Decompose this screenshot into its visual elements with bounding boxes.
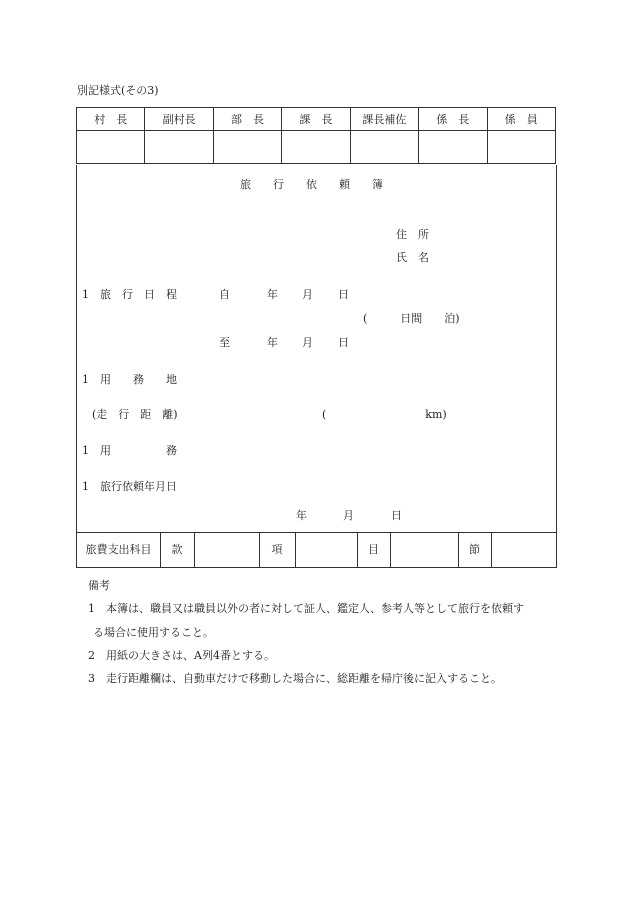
distance-field: ( km)	[322, 408, 447, 421]
from-year-label: 年	[267, 288, 278, 301]
doc-title: 旅 行 依 頼 簿	[240, 178, 383, 191]
note-2: 2 用紙の大きさは、A列4番とする。	[88, 649, 275, 662]
stamp-cell[interactable]	[213, 131, 281, 164]
approval-header-section-head: 課 長	[282, 108, 350, 131]
request-form-box	[76, 165, 557, 568]
approval-header-village-head: 村 長	[77, 108, 145, 131]
to-year-label: 年	[267, 336, 278, 349]
expense-moku-field[interactable]	[391, 533, 458, 567]
expense-label: 旅費支出科目	[85, 543, 152, 556]
expense-kan-field[interactable]	[195, 533, 259, 567]
note-1-continued: る場合に使用すること。	[93, 626, 214, 639]
to-label: 至	[219, 336, 230, 349]
stamp-cell[interactable]	[419, 131, 487, 164]
to-day-label: 日	[338, 336, 349, 349]
request-date-label: 1 旅行依頼年月日	[82, 480, 177, 493]
expense-kan-label: 款	[171, 543, 183, 556]
stamp-cell[interactable]	[282, 131, 350, 164]
destination-label: 1 用 務 地	[82, 373, 177, 386]
stamp-cell[interactable]	[487, 131, 555, 164]
stamp-cell[interactable]	[77, 131, 145, 164]
approval-header-deputy-head: 副村長	[145, 108, 213, 131]
expense-setsu-field[interactable]	[492, 533, 556, 567]
expense-moku-label: 目	[368, 543, 379, 556]
expense-kou-label: 項	[271, 543, 283, 556]
approval-header-section-assistant: 課長補佐	[350, 108, 418, 131]
name-label: 氏 名	[396, 251, 429, 264]
form-title: 別記様式(その3)	[77, 84, 159, 97]
from-label: 自	[219, 288, 230, 301]
note-3: 3 走行距離欄は、自動車だけで移動した場合に、総距離を帰庁後に記入すること。	[88, 672, 502, 685]
note-1: 1 本簿は、職員又は職員以外の者に対して証人、鑑定人、参考人等として旅行を依頼す	[88, 602, 524, 615]
expense-row	[77, 532, 556, 567]
business-label: 1 用 務	[82, 444, 177, 457]
from-month-label: 月	[302, 288, 313, 301]
expense-kou-field[interactable]	[296, 533, 357, 567]
travel-schedule-label: 1 旅 行 日 程	[82, 288, 177, 301]
approval-header-chief: 係 長	[419, 108, 487, 131]
address-label: 住 所	[396, 228, 429, 241]
request-day-label: 日	[391, 509, 402, 522]
request-month-label: 月	[343, 509, 354, 522]
approval-table	[76, 107, 556, 164]
stamp-cell[interactable]	[145, 131, 213, 164]
approval-header-dept-head: 部 長	[213, 108, 281, 131]
approval-header-staff: 係 員	[487, 108, 555, 131]
distance-label: (走 行 距 離)	[92, 408, 178, 421]
to-month-label: 月	[302, 336, 313, 349]
nights-field: ( 日間 泊)	[363, 312, 460, 325]
stamp-cell[interactable]	[350, 131, 418, 164]
expense-setsu-label: 節	[469, 543, 480, 556]
remarks-title: 備考	[88, 579, 110, 592]
request-year-label: 年	[296, 509, 307, 522]
from-day-label: 日	[338, 288, 349, 301]
